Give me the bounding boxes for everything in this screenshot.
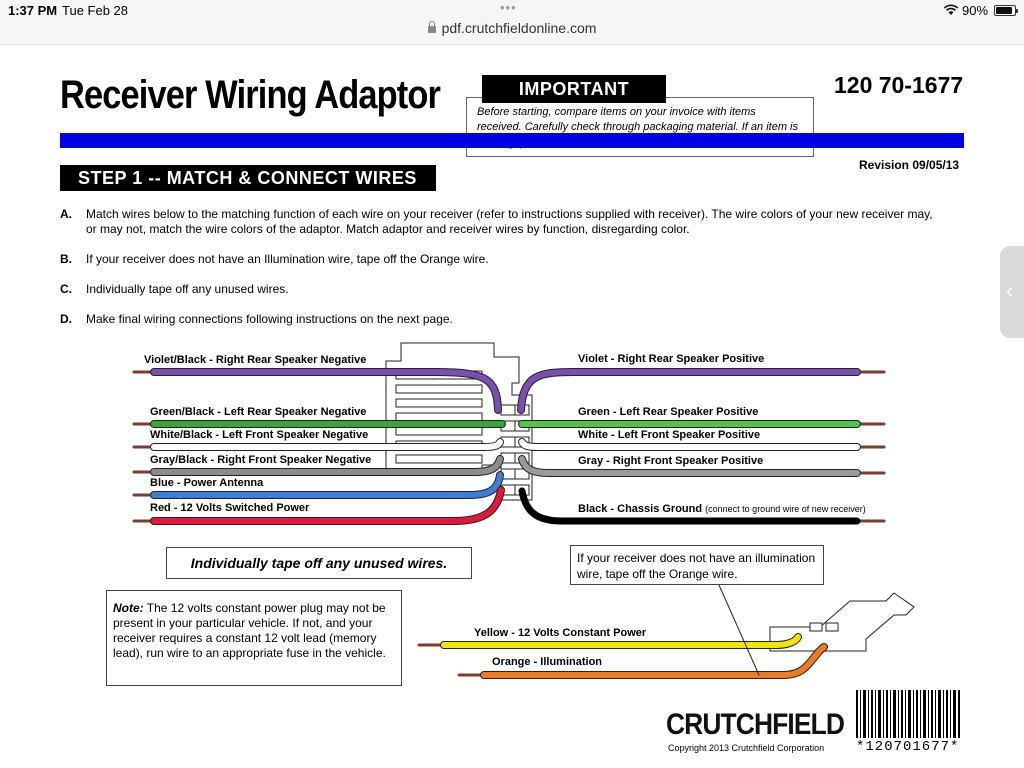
illum-callout-line bbox=[719, 585, 759, 675]
crutchfield-logo: CRUTCHFIELD bbox=[666, 708, 845, 741]
status-time: 1:37 PM bbox=[8, 3, 58, 18]
status-date: Tue Feb 28 bbox=[62, 3, 129, 18]
battery-icon bbox=[994, 5, 1016, 16]
chevron-left-icon: ‹ bbox=[1006, 278, 1014, 303]
illumination-note: If your receiver does not have an illumination wire, tape off the Orange wire. bbox=[570, 545, 824, 585]
label-white: White - Left Front Speaker Positive bbox=[578, 429, 761, 441]
label-violet: Violet - Right Rear Speaker Positive bbox=[578, 353, 765, 365]
label-gray-black: Gray/Black - Right Front Speaker Negative bbox=[150, 454, 372, 466]
lock-icon bbox=[428, 26, 436, 33]
page-title: Receiver Wiring Adaptor bbox=[60, 73, 441, 117]
constant-power-note bbox=[106, 590, 402, 686]
wire-white bbox=[522, 442, 884, 447]
important-heading: IMPORTANT bbox=[482, 75, 666, 103]
barcode-graphic bbox=[856, 690, 960, 738]
wire-violet bbox=[521, 372, 884, 410]
step-heading: STEP 1 -- MATCH & CONNECT WIRES bbox=[60, 165, 436, 191]
sidebar-handle[interactable] bbox=[1000, 246, 1024, 338]
label-violet-black: Violet/Black - Right Rear Speaker Negative bbox=[144, 354, 367, 366]
url-bar[interactable] bbox=[0, 20, 1024, 36]
tape-off-note: Individually tape off any unused wires. bbox=[166, 547, 472, 579]
ios-status-bar bbox=[0, 0, 1024, 45]
note-label: Note: bbox=[113, 601, 144, 615]
label-yellow: Yellow - 12 Volts Constant Power bbox=[474, 627, 647, 639]
label-black: Black - Chassis Ground (connect to ground wire of new receiver) bbox=[578, 503, 866, 515]
right-wires bbox=[521, 372, 884, 521]
important-text: Before starting, compare items on your invoice with items received. Carefully check through packaging material. If an item is bbox=[477, 106, 798, 133]
revision-text: Revision 09/05/13 bbox=[859, 158, 960, 172]
multitask-dots-icon[interactable]: ••• bbox=[500, 0, 517, 15]
label-orange: Orange - Illumination bbox=[492, 656, 603, 668]
label-red: Red - 12 Volts Switched Power bbox=[150, 502, 310, 514]
note-text: The 12 volts constant power plug may not be present in your particular vehicle. If not, and your receiver requires a constant 12 volt lead (memory lead), run wire to an appropriate fuse in the vehicle. bbox=[113, 601, 386, 660]
label-green: Green - Left Rear Speaker Positive bbox=[578, 406, 759, 418]
url-text: pdf.crutchfieldonline.com bbox=[441, 20, 597, 36]
pdf-page: Receiver Wiring Adaptor 120 70-1677 Before starting, compare items on your invoice with items received. Carefully check through packaging material. If an item is IMPORTANT Revision 09/05/13 STEP 1 -- MATCH & CONNECT WIRES A. Match wires below to the matching function of each wire on your receiver (refer to instructions supplied with receiver). The wire colors of your new receiver may, or may not, match the wire colors of the adaptor. Match adaptor and receiver wires by function, disregarding color. B. If your receiver does not have an Illumination wire, tape off the Orange wire. C. Individually tape off any unused wires. D. Make final wiring connections following instructions on the next page. Violet/Black - Right Rear Speaker Negative Green/Black - Left Rear Speaker Negative White/Black - Left Front Speaker Negative Gray/Black - Right Front Speaker Negative Blue - Power Antenna Red - 12 Volts Switched Power Violet - Right Rear Speaker Positive Green - Left Rear Speaker Positive White - Left Front Speaker Positive Gray - Right Front Speaker Positive Black - Chassis Ground (connect to ground wire of new receiver) Individually tape off any unused wires. If your receiver does not have an illumination wire, tape off the Orange wire. Note: The 12 volts constant power plug may not be present in your particular vehicle. If not, and your receiver requires a constant 12 volt lead (memory lead), run wire to an appropriate fuse in the vehicle. Yellow - 12 Volts Constant Power Orange - Illumination CRUTCHFIELD Copyright 2013 Crutchfield Corporation *120701677* bbox=[14, 45, 1010, 768]
part-number: 120 70-1677 bbox=[834, 72, 964, 98]
barcode-number: *120701677* bbox=[856, 739, 960, 755]
label-white-black: White/Black - Left Front Speaker Negative bbox=[150, 429, 369, 441]
battery-percent: 90% bbox=[962, 3, 989, 18]
label-green-black: Green/Black - Left Rear Speaker Negative bbox=[150, 406, 367, 418]
wifi-icon bbox=[943, 4, 959, 16]
label-blue: Blue - Power Antenna bbox=[150, 477, 264, 489]
label-gray: Gray - Right Front Speaker Positive bbox=[578, 455, 764, 467]
copyright-text: Copyright 2013 Crutchfield Corporation bbox=[668, 743, 825, 753]
